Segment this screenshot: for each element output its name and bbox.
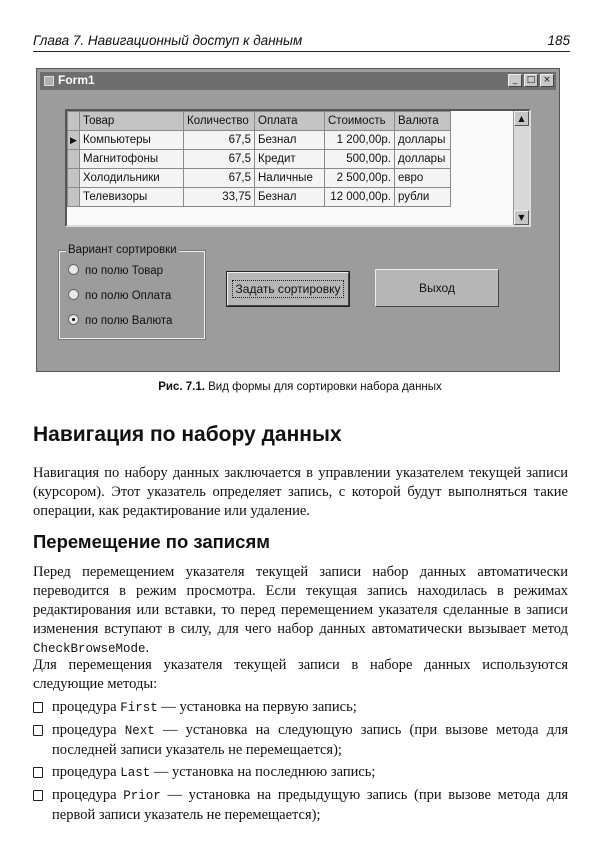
item-prefix: процедура (52, 787, 117, 803)
minimize-button[interactable]: _ (508, 74, 522, 87)
figure-caption (0, 381, 600, 393)
cell[interactable]: Компьютеры (80, 131, 184, 150)
close-button[interactable]: × (540, 74, 554, 87)
window-titlebar[interactable] (40, 72, 556, 90)
column-header[interactable]: Количество (184, 112, 255, 131)
checkbox-bullet-icon (33, 702, 43, 713)
cell[interactable]: доллары (395, 150, 451, 169)
cell[interactable]: Холодильники (80, 169, 184, 188)
list-item (33, 786, 568, 825)
list-item (33, 698, 568, 718)
item-desc: — установка на последнюю запись; (153, 764, 376, 780)
item-prefix: процедура (52, 699, 117, 715)
item-desc: — установка на первую запись; (161, 699, 357, 715)
radio-sort-currency[interactable] (68, 314, 172, 330)
app-icon (44, 76, 54, 86)
form-window (36, 68, 560, 372)
radio-selected-icon[interactable] (68, 314, 79, 325)
list-item (33, 763, 568, 783)
method-code: Prior (123, 789, 161, 803)
set-sort-button[interactable] (227, 272, 349, 306)
cell[interactable]: 33,75 (184, 188, 255, 207)
exit-button[interactable]: Выход (375, 269, 499, 307)
set-sort-label: Задать сортировку (233, 281, 344, 297)
table-row[interactable] (68, 131, 451, 150)
cell[interactable]: Телевизоры (80, 188, 184, 207)
radio-sort-payment[interactable] (68, 289, 171, 305)
group-label: Вариант сортировки (68, 244, 177, 256)
cell[interactable]: 2 500,00р. (325, 169, 395, 188)
method-code: First (120, 701, 158, 715)
figure-caption-text: Вид формы для сортировки набора данных (208, 381, 442, 393)
window-title: Form1 (58, 73, 95, 87)
scroll-up-icon[interactable]: ▲ (514, 111, 529, 126)
scroll-down-icon[interactable]: ▼ (514, 210, 529, 225)
checkbox-bullet-icon (33, 767, 43, 778)
radio-sort-product[interactable] (68, 264, 163, 280)
paragraph-end: . (145, 640, 150, 656)
page-number: 185 (547, 33, 570, 48)
list-item (33, 721, 568, 760)
item-prefix: процедура (52, 722, 117, 738)
radio-label: по полю Товар (85, 265, 164, 277)
running-head (33, 30, 570, 52)
cell[interactable]: Безнал (255, 188, 325, 207)
checkbox-bullet-icon (33, 725, 43, 736)
grid-header-row (68, 112, 451, 131)
cell[interactable]: Безнал (255, 131, 325, 150)
item-desc: — установка на следующую запись (при вызове метода для последней записи указатель не перемещается); (52, 722, 569, 758)
cell[interactable]: 67,5 (184, 131, 255, 150)
indicator-header (68, 112, 80, 131)
chapter-title: Глава 7. Навигационный доступ к данным (33, 33, 303, 48)
radio-label: по полю Оплата (85, 290, 172, 302)
column-header[interactable]: Стоимость (325, 112, 395, 131)
column-header[interactable]: Оплата (255, 112, 325, 131)
radio-icon[interactable] (68, 289, 79, 300)
column-header[interactable]: Товар (80, 112, 184, 131)
row-indicator (68, 150, 80, 169)
maximize-button[interactable]: □ (524, 74, 538, 87)
item-desc: — установка на предыдущую запись (при вызове метода для первой записи указатель не перемещается); (52, 787, 568, 823)
sort-options-group (59, 244, 205, 339)
current-row-indicator: ▶ (68, 131, 80, 150)
subsection-paragraph (33, 563, 568, 659)
radio-icon[interactable] (68, 264, 79, 275)
method-name: CheckBrowseMode (33, 642, 146, 656)
row-indicator (68, 188, 80, 207)
data-grid[interactable] (65, 109, 531, 227)
method-code: Last (120, 766, 151, 780)
cell[interactable]: 67,5 (184, 169, 255, 188)
row-indicator (68, 169, 80, 188)
radio-label: по полю Валюта (85, 315, 173, 327)
cell[interactable]: 500,00р. (325, 150, 395, 169)
cell[interactable]: Магнитофоны (80, 150, 184, 169)
methods-intro: Для перемещения указателя текущей записи в наборе данных используются следующие методы: (33, 657, 568, 692)
grid-table (67, 111, 451, 207)
methods-list (33, 698, 568, 828)
subsection-title: Перемещение по записям (33, 531, 270, 552)
paragraph-text: Перед перемещением указателя текущей записи набор данных автоматически переводится в режим просмотра. Если текущая запись находилась в режимах редактирования или вставки, то перед перемещением указателя сделанные в записи изменения вступают в силу, для чего набор данных автоматически вызывает метод (33, 564, 568, 637)
cell[interactable]: 67,5 (184, 150, 255, 169)
section-paragraph: Навигация по набору данных заключается в управлении указателем текущей записи (курсором). Этот указатель определяет запись, с которой будут выполняться такие операции, как редактирование или удаление. (33, 465, 568, 519)
vertical-scrollbar[interactable] (513, 111, 529, 225)
cell[interactable]: Наличные (255, 169, 325, 188)
cell[interactable]: рубли (395, 188, 451, 207)
table-row[interactable] (68, 188, 451, 207)
cell[interactable]: Кредит (255, 150, 325, 169)
cell[interactable]: 1 200,00р. (325, 131, 395, 150)
cell[interactable]: евро (395, 169, 451, 188)
cell[interactable]: 12 000,00р. (325, 188, 395, 207)
table-row[interactable] (68, 169, 451, 188)
section-title: Навигация по набору данных (33, 423, 342, 446)
checkbox-bullet-icon (33, 790, 43, 801)
column-header[interactable]: Валюта (395, 112, 451, 131)
method-code: Next (124, 724, 155, 738)
table-row[interactable] (68, 150, 451, 169)
cell[interactable]: доллары (395, 131, 451, 150)
figure-label: Рис. 7.1. (158, 381, 205, 393)
item-prefix: процедура (52, 764, 117, 780)
